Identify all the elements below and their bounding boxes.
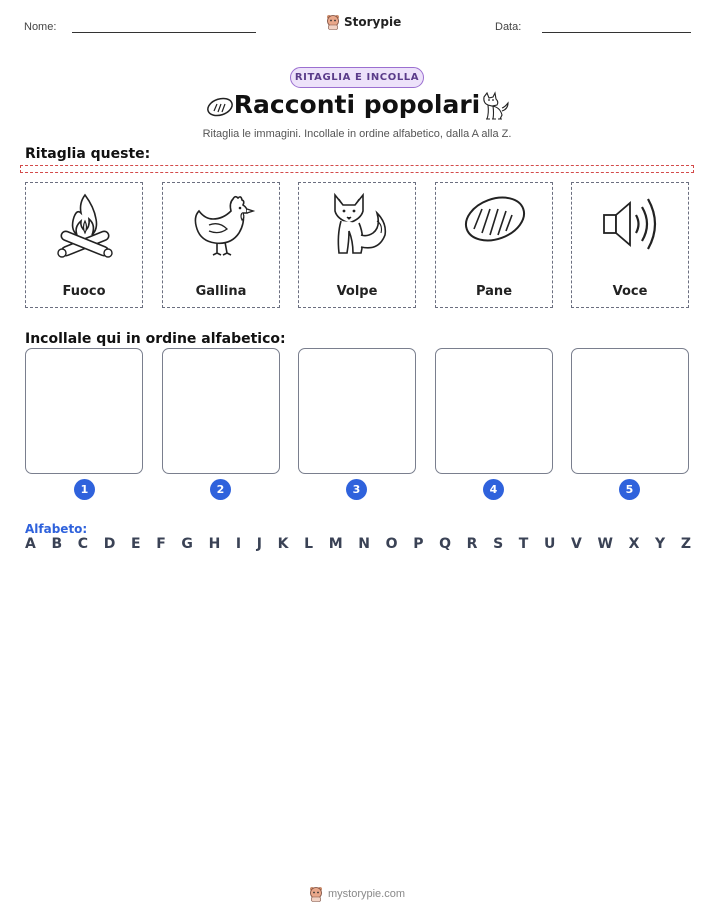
slot-number-badge: 5 [619,479,640,500]
activity-badge: RITAGLIA E INCOLLA [290,67,424,88]
alphabet-letter: S [493,536,504,552]
card-label: Pane [475,284,513,299]
instructions: Ritaglia le immagini. Incollale in ordine alfabetico, dalla A alla Z. [202,128,512,140]
paste-slot-4[interactable] [435,348,553,474]
campfire-icon [50,191,120,261]
cutout-card-gallina[interactable] [162,182,280,308]
alphabet-letter: Y [655,536,666,552]
alphabet-letter: U [544,536,556,552]
paste-slot-3[interactable] [298,348,416,474]
alphabet-letter: M [328,536,343,552]
cutout-card-volpe[interactable] [298,182,416,308]
alphabet-letter: O [385,536,398,552]
cutout-card-voce[interactable] [571,182,689,308]
date-label: Data: [495,21,522,33]
alphabet-letter: N [358,536,370,552]
alphabet-letter: X [628,536,640,552]
alphabet-letter: K [277,536,289,552]
paste-slot-2[interactable] [162,348,280,474]
alphabet-letter: R [466,536,478,552]
alphabet-letter: E [130,536,141,552]
paste-slot-1[interactable] [25,348,143,474]
page-title: Racconti popolari [233,90,481,119]
alphabet-letter: F [156,536,166,552]
alphabet-letter: J [256,536,262,552]
alphabet-row [25,536,691,552]
alphabet-letter: A [25,536,36,552]
brand-logo [326,14,401,30]
footer [0,886,714,902]
name-label: Nome: [24,21,57,33]
card-label: Gallina [195,284,247,299]
cut-section-heading: Ritaglia queste: [25,146,151,162]
alphabet-letter: W [597,536,613,552]
date-field[interactable] [542,32,691,33]
alphabet-letter: Q [439,536,451,552]
paste-slot-5[interactable] [571,348,689,474]
footer-url[interactable]: mystorypie.com [327,888,406,900]
card-label: Fuoco [62,284,106,299]
alphabet-letter: G [181,536,193,552]
brand-name: Storypie [344,15,402,29]
bread-loaf-icon [460,191,530,261]
alphabet-letter: V [571,536,582,552]
slot-number-badge: 4 [483,479,504,500]
speaker-sound-icon [596,191,666,261]
slot-number-badge: 2 [210,479,231,500]
name-field[interactable] [72,32,256,33]
paste-section-heading: Incollale qui in ordine alfabetico: [25,331,286,347]
wolf-icon [478,91,510,125]
cutout-card-pane[interactable] [435,182,553,308]
alphabet-letter: D [103,536,116,552]
alphabet-letter: B [51,536,63,552]
storypie-mascot-icon [326,14,340,30]
cut-line [20,165,694,173]
alphabet-letter: I [235,536,242,552]
storypie-mascot-icon [309,886,323,902]
card-label: Volpe [336,284,378,299]
card-label: Voce [612,284,648,299]
hen-icon [187,191,257,261]
cutout-card-fuoco[interactable] [25,182,143,308]
alphabet-letter: P [413,536,424,552]
slot-number-badge: 3 [346,479,367,500]
fox-icon [323,191,393,261]
alphabet-letter: L [304,536,314,552]
alphabet-letter: Z [680,536,691,552]
alphabet-letter: H [208,536,221,552]
slot-number-badge: 1 [74,479,95,500]
alphabet-heading: Alfabeto: [25,522,88,536]
alphabet-letter: T [518,536,529,552]
alphabet-letter: C [77,536,89,552]
